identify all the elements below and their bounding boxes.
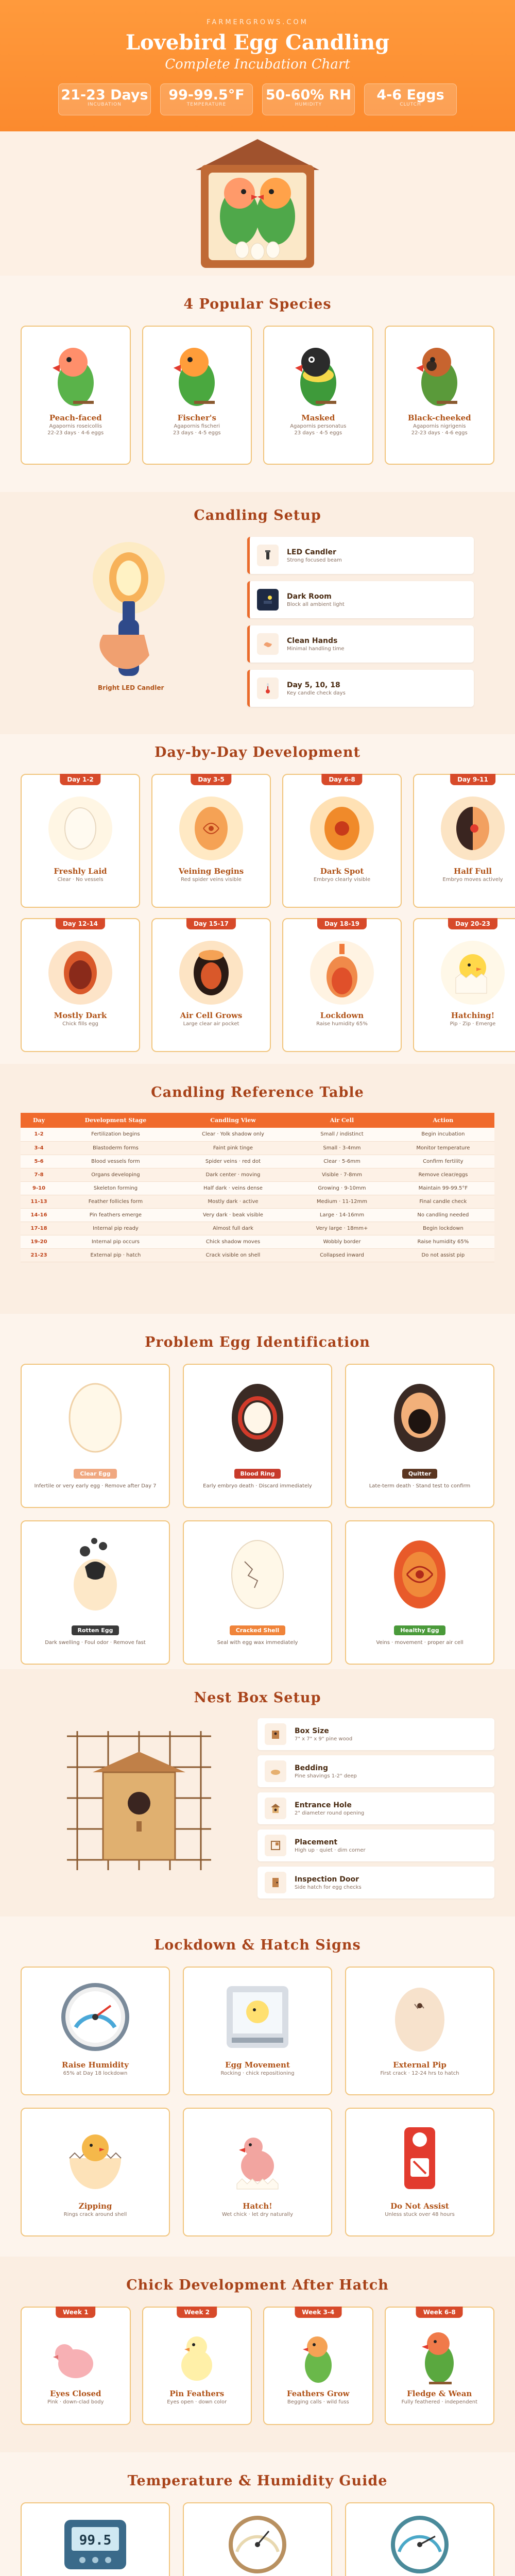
table-cell: Wobbly border <box>292 1235 392 1248</box>
day-card <box>413 918 515 1052</box>
day-sub: Large clear air pocket <box>183 1021 239 1027</box>
day-badge: Day 3-5 <box>191 774 231 785</box>
table-cell: 21-23 <box>21 1248 57 1262</box>
cracked-shell-egg-icon <box>216 1531 299 1618</box>
day-section <box>0 734 515 1064</box>
chick-sub: Fully feathered · independent <box>401 2399 478 2405</box>
table-cell: 1-2 <box>21 1128 57 1141</box>
stat-label: INCUBATION <box>88 102 122 107</box>
table-cell: 14-16 <box>21 1208 57 1222</box>
table-cell: 7-8 <box>21 1168 57 1181</box>
day-sub: Chick fills egg <box>62 1021 98 1027</box>
column-header: Development Stage <box>57 1113 174 1128</box>
table-cell: Clear · 5-6mm <box>292 1155 392 1168</box>
column-header: Day <box>21 1113 57 1128</box>
stat-value: 21-23 Days <box>61 87 148 103</box>
stat-temperature <box>160 83 253 115</box>
table-cell: Maintain 99-99.5°F <box>392 1181 494 1195</box>
problem-badge: Blood Ring <box>234 1469 281 1479</box>
day-sub: Red spider veins visible <box>181 877 242 883</box>
hatch-card-movement <box>183 1967 332 2095</box>
nest-section <box>0 1669 515 1917</box>
nest-title: Box Size <box>295 1726 329 1735</box>
problem-card-clear <box>21 1364 170 1508</box>
table-cell: Visible · 7-8mm <box>292 1168 392 1181</box>
species-sci: Agapornis personatus <box>290 423 347 429</box>
nest-title: Entrance Hole <box>295 1801 352 1809</box>
page-title: Lovebird Egg Candling <box>125 30 390 55</box>
door-icon <box>265 1872 286 1893</box>
table-cell: 3-4 <box>21 1141 57 1155</box>
day-card <box>21 774 140 908</box>
nest-item-box-size <box>258 1718 494 1750</box>
setup-item-dark-room <box>247 581 474 618</box>
juvenile-lovebird-icon <box>282 2325 354 2387</box>
mostly-dark-egg-icon <box>42 937 119 1009</box>
week-badge: Week 1 <box>56 2307 96 2318</box>
table-cell: Dark center · moving <box>174 1168 292 1181</box>
day-badge: Day 9-11 <box>450 774 495 785</box>
chick-card <box>385 2307 495 2425</box>
table-cell: Growing · 9-10mm <box>292 1181 392 1195</box>
table-cell: Half dark · veins dense <box>174 1181 292 1195</box>
chick-sub: Pink · down-clad body <box>47 2399 104 2405</box>
hatch-title: Zipping <box>78 2201 112 2211</box>
nest-box-lovebirds-illustration <box>185 134 330 273</box>
table-row <box>21 1141 494 1155</box>
temp-section <box>0 2452 515 2576</box>
nest-sub: Pine shavings 1-2" deep <box>295 1773 357 1779</box>
stat-row <box>0 83 515 115</box>
table-row <box>21 1195 494 1208</box>
chick-section <box>0 2257 515 2452</box>
table-body <box>21 1128 494 1262</box>
table-row <box>21 1235 494 1248</box>
candler-illustration <box>21 537 247 707</box>
thermometer-display: 99.5 <box>79 2533 112 2548</box>
table-cell: Organs developing <box>57 1168 174 1181</box>
nest-sub: 7" x 7" x 9" pine wood <box>295 1736 353 1742</box>
day-badge: Day 6-8 <box>321 774 362 785</box>
day-sub: Pip · Zip · Emerge <box>450 1021 496 1027</box>
hatch-section <box>0 1917 515 2257</box>
column-header: Air Cell <box>292 1113 392 1128</box>
stat-label: CLUTCH <box>400 102 421 107</box>
day-card <box>21 918 140 1052</box>
hygrometer-icon <box>54 1976 136 2058</box>
table-cell: Faint pink tinge <box>174 1141 292 1155</box>
birdhouse-icon <box>265 1798 286 1819</box>
table-cell: Very large · 18mm+ <box>292 1222 392 1235</box>
setup-content <box>21 537 494 707</box>
species-meta: 22-23 days · 4-6 eggs <box>47 430 104 436</box>
species-section <box>0 276 515 492</box>
setup-item-led <box>247 537 474 574</box>
stat-label: HUMIDITY <box>295 102 322 107</box>
setup-list <box>247 537 474 707</box>
species-list <box>21 326 494 465</box>
stat-label: TEMPERATURE <box>186 102 227 107</box>
table-cell: Almost full dark <box>174 1222 292 1235</box>
day-title: Freshly Laid <box>54 867 107 876</box>
table-cell: Monitor temperature <box>392 1141 494 1155</box>
section-title: Temperature & Humidity Guide <box>127 2473 388 2489</box>
stat-value: 99-99.5°F <box>168 87 245 103</box>
problem-badge: Rotten Egg <box>72 1625 119 1635</box>
table-row <box>21 1128 494 1141</box>
newborn-chick-icon <box>40 2325 112 2387</box>
table-cell: Blood vessels form <box>57 1155 174 1168</box>
hatch-card-zipping <box>21 2108 170 2236</box>
page-subtitle: Complete Incubation Chart <box>165 57 350 72</box>
peach-faced-lovebird-icon <box>37 334 114 411</box>
stat-incubation <box>58 83 151 115</box>
stat-value: 4-6 Eggs <box>376 87 444 103</box>
section-title: 4 Popular Species <box>183 296 332 312</box>
section-title: Chick Development After Hatch <box>126 2277 389 2293</box>
nest-title: Bedding <box>295 1764 328 1772</box>
air-cell-egg-icon <box>173 937 250 1009</box>
species-sci: Agapornis roseicollis <box>49 423 102 429</box>
problem-badge: Clear Egg <box>74 1469 116 1479</box>
table-cell: 11-13 <box>21 1195 57 1208</box>
page-header <box>0 0 515 131</box>
column-header: Candling View <box>174 1113 292 1128</box>
table-cell: Small · 3-4mm <box>292 1141 392 1155</box>
problem-card-quitter <box>345 1364 494 1508</box>
day-card <box>413 774 515 908</box>
hatching-chick-icon <box>434 937 511 1009</box>
table-cell: Pin feathers emerge <box>57 1208 174 1222</box>
species-sci: Agapornis nigrigenis <box>413 423 466 429</box>
day-card <box>151 918 271 1052</box>
setup-sub: Key candle check days <box>287 690 346 696</box>
stat-clutch <box>364 83 457 115</box>
species-name: Black-cheeked <box>407 413 471 422</box>
problem-badge: Cracked Shell <box>230 1625 285 1635</box>
chick-title: Feathers Grow <box>286 2389 350 2398</box>
table-cell: Feather follicles form <box>57 1195 174 1208</box>
table-cell: 9-10 <box>21 1181 57 1195</box>
problem-grid <box>21 1364 494 1665</box>
section-title: Day-by-Day Development <box>154 744 361 760</box>
hatch-card-external-pip <box>345 1967 494 2095</box>
shavings-icon <box>265 1760 286 1782</box>
flashlight-icon <box>257 545 279 566</box>
reference-table <box>21 1113 494 1262</box>
table-cell: Chick shadow moves <box>174 1235 292 1248</box>
day-sub: Raise humidity 65% <box>316 1021 368 1027</box>
healthy-egg-icon <box>379 1531 461 1618</box>
humidity-gauge-icon <box>384 2514 456 2575</box>
fluffy-chick-icon <box>161 2325 233 2387</box>
nest-item-placement <box>258 1829 494 1861</box>
temp-card-humidity <box>183 2502 332 2576</box>
table-cell: 5-6 <box>21 1155 57 1168</box>
table-row <box>21 1155 494 1168</box>
table-cell: Raise humidity 65% <box>392 1235 494 1248</box>
hatch-sub: Rings crack around shell <box>63 2212 127 2217</box>
day-badge: Day 12-14 <box>56 918 105 929</box>
table-cell: Fertilization begins <box>57 1128 174 1141</box>
species-card-black-cheeked <box>385 326 495 465</box>
temp-card-lockdown-humidity <box>345 2502 494 2576</box>
week-badge: Week 2 <box>177 2307 217 2318</box>
problem-card-cracked <box>183 1520 332 1665</box>
chick-list <box>21 2307 494 2425</box>
hero-illustration <box>0 131 515 276</box>
do-not-disturb-sign-icon <box>379 2117 461 2199</box>
table-row <box>21 1168 494 1181</box>
hatch-card-humidity <box>21 1967 170 2095</box>
table-cell: Mostly dark · active <box>174 1195 292 1208</box>
table-row <box>21 1208 494 1222</box>
problem-section <box>0 1314 515 1669</box>
nest-sub: Side hatch for egg checks <box>295 1884 362 1890</box>
problem-sub: Early embryo death · Discard immediately <box>203 1483 312 1489</box>
temp-list <box>21 2502 494 2576</box>
problem-sub: Dark swelling · Foul odor · Remove fast <box>45 1640 146 1646</box>
half-full-egg-icon <box>434 792 511 865</box>
table-cell: Confirm fertility <box>392 1155 494 1168</box>
section-title: Candling Reference Table <box>151 1084 364 1100</box>
incubator-chick-icon <box>216 1976 299 2058</box>
table-cell: Begin incubation <box>392 1128 494 1141</box>
stat-value: 50-60% RH <box>265 87 352 103</box>
table-header-row <box>21 1113 494 1128</box>
setup-item-clean-hands <box>247 625 474 663</box>
hatch-sub: First crack · 12-24 hrs to hatch <box>380 2071 459 2076</box>
problem-sub: Late-term death · Stand test to confirm <box>369 1483 471 1489</box>
day-card <box>282 774 402 908</box>
nest-item-inspection <box>258 1867 494 1899</box>
species-meta: 23 days · 4-5 eggs <box>173 430 221 436</box>
masked-lovebird-icon <box>280 334 357 411</box>
stat-humidity <box>262 83 355 115</box>
table-cell: Large · 14-16mm <box>292 1208 392 1222</box>
temp-card-temperature <box>21 2502 170 2576</box>
species-sci: Agapornis fischeri <box>174 423 220 429</box>
nest-title: Inspection Door <box>295 1875 359 1884</box>
day-title: Air Cell Grows <box>180 1011 243 1020</box>
thermometer-icon <box>257 677 279 699</box>
hatch-title: Raise Humidity <box>62 2060 129 2070</box>
dark-room-icon <box>257 589 279 611</box>
section-title: Nest Box Setup <box>194 1690 321 1706</box>
hatch-card-do-not-assist <box>345 2108 494 2236</box>
hatch-sub: Unless stuck over 48 hours <box>385 2212 455 2217</box>
chick-title: Pin Feathers <box>169 2389 225 2398</box>
hatch-grid <box>21 1967 494 2236</box>
nest-sub: High up · quiet · dim corner <box>295 1847 366 1853</box>
problem-card-healthy <box>345 1520 494 1665</box>
quitter-egg-icon <box>379 1374 461 1462</box>
hatch-title: Do Not Assist <box>390 2201 449 2211</box>
setup-title: Day 5, 10, 18 <box>287 681 340 689</box>
hands-icon <box>257 633 279 655</box>
zipping-egg-icon <box>54 2117 136 2199</box>
day-badge: Day 15-17 <box>186 918 236 929</box>
day-title: Hatching! <box>451 1011 495 1020</box>
day-sub: Embryo moves actively <box>442 877 503 883</box>
hatch-sub: Rocking · chick repositioning <box>220 2071 295 2076</box>
nest-list <box>258 1718 494 1899</box>
site-name: FARMERGROWS.COM <box>207 19 308 26</box>
chick-title: Fledge & Wean <box>407 2389 472 2398</box>
week-badge: Week 6-8 <box>416 2307 463 2318</box>
black-cheeked-lovebird-icon <box>401 334 478 411</box>
chick-sub: Begging calls · wild fuss <box>287 2399 349 2405</box>
table-cell: 17-18 <box>21 1222 57 1235</box>
table-row <box>21 1222 494 1235</box>
table-cell: Blastoderm forms <box>57 1141 174 1155</box>
placement-icon <box>265 1835 286 1856</box>
species-meta: 23 days · 4-5 eggs <box>294 430 342 436</box>
species-meta: 22-23 days · 4-6 eggs <box>411 430 468 436</box>
chick-sub: Eyes open · down color <box>167 2399 227 2405</box>
veining-egg-icon <box>173 792 250 865</box>
nest-box-illustration <box>21 1718 258 1888</box>
species-name: Masked <box>301 413 335 422</box>
lockdown-egg-icon <box>303 937 381 1009</box>
setup-title: Dark Room <box>287 592 332 601</box>
section-title: Lockdown & Hatch Signs <box>154 1937 361 1953</box>
hatch-sub: Wet chick · let dry naturally <box>221 2212 294 2217</box>
table-cell: Medium · 11-12mm <box>292 1195 392 1208</box>
species-name: Fischer's <box>177 413 216 422</box>
problem-badge: Quitter <box>402 1469 437 1479</box>
column-header: Action <box>392 1113 494 1128</box>
nest-content <box>21 1718 494 1899</box>
clear-egg-icon <box>54 1374 136 1462</box>
hygrometer-gauge-icon <box>221 2514 294 2575</box>
section-title: Candling Setup <box>194 507 321 523</box>
nest-box-icon <box>57 1726 221 1880</box>
table-cell: Small / indistinct <box>292 1128 392 1141</box>
setup-title: LED Candler <box>287 548 336 556</box>
setup-section <box>0 492 515 734</box>
setup-sub: Minimal handling time <box>287 646 345 652</box>
table-cell: Skeleton forming <box>57 1181 174 1195</box>
rotten-egg-icon <box>54 1531 136 1618</box>
clear-egg-icon <box>42 792 119 865</box>
chick-card <box>21 2307 131 2425</box>
table-cell: Crack visible on shell <box>174 1248 292 1262</box>
digital-thermometer-icon <box>59 2514 131 2575</box>
table-cell: 19-20 <box>21 1235 57 1248</box>
table-cell: Begin lockdown <box>392 1222 494 1235</box>
hatch-title: Hatch! <box>243 2201 272 2211</box>
table-row <box>21 1181 494 1195</box>
problem-sub: Veins · movement · proper air cell <box>376 1640 464 1646</box>
dark-spot-egg-icon <box>303 792 381 865</box>
hatch-card-hatch <box>183 2108 332 2236</box>
problem-badge: Healthy Egg <box>394 1625 445 1635</box>
species-card-masked <box>263 326 373 465</box>
problem-card-rotten <box>21 1520 170 1665</box>
box-icon <box>265 1723 286 1745</box>
table-cell: Clear · Yolk shadow only <box>174 1128 292 1141</box>
table-row <box>21 1248 494 1262</box>
day-sub: Embryo clearly visible <box>313 877 371 883</box>
table-section <box>0 1064 515 1314</box>
table-cell: Remove clear/eggs <box>392 1168 494 1181</box>
table-cell: Internal pip occurs <box>57 1235 174 1248</box>
day-title: Lockdown <box>320 1011 364 1020</box>
nest-sub: 2" diameter round opening <box>295 1810 365 1816</box>
day-card <box>282 918 402 1052</box>
table-cell: Internal pip ready <box>57 1222 174 1235</box>
hatch-title: Egg Movement <box>225 2060 290 2070</box>
nest-item-bedding <box>258 1755 494 1787</box>
problem-sub: Infertile or very early egg · Remove after Day 7 <box>34 1483 157 1489</box>
table-cell: Do not assist pip <box>392 1248 494 1262</box>
day-badge: Day 20-23 <box>448 918 497 929</box>
chick-title: Eyes Closed <box>50 2389 101 2398</box>
problem-sub: Seal with egg wax immediately <box>217 1640 298 1646</box>
day-title: Veining Begins <box>178 867 244 876</box>
day-badge: Day 18-19 <box>317 918 367 929</box>
chick-card <box>142 2307 252 2425</box>
nest-item-entrance <box>258 1792 494 1824</box>
blood-ring-egg-icon <box>216 1374 299 1462</box>
section-title: Problem Egg Identification <box>145 1334 370 1350</box>
hatch-title: External Pip <box>393 2060 447 2070</box>
pipped-egg-icon <box>379 1976 461 2058</box>
day-title: Half Full <box>454 867 492 876</box>
day-title: Dark Spot <box>320 867 364 876</box>
species-name: Peach-faced <box>49 413 102 422</box>
setup-item-days <box>247 670 474 707</box>
hatch-sub: 65% at Day 18 lockdown <box>63 2071 128 2076</box>
hand-candler-icon <box>52 537 206 691</box>
species-card-peach-faced <box>21 326 131 465</box>
species-card-fischers <box>142 326 252 465</box>
day-sub: Clear · No vessels <box>57 877 104 883</box>
day-badge: Day 1-2 <box>60 774 100 785</box>
setup-sub: Strong focused beam <box>287 557 342 563</box>
nest-title: Placement <box>295 1838 338 1846</box>
setup-title: Clean Hands <box>287 636 338 645</box>
day-title: Mostly Dark <box>54 1011 107 1020</box>
table-cell: Very dark · beak visible <box>174 1208 292 1222</box>
wet-chick-icon <box>216 2117 299 2199</box>
day-grid <box>21 774 503 1052</box>
week-badge: Week 3-4 <box>295 2307 341 2318</box>
adult-lovebird-icon <box>403 2325 475 2387</box>
day-card <box>151 774 271 908</box>
table-cell: No candling needed <box>392 1208 494 1222</box>
fischers-lovebird-icon <box>158 334 235 411</box>
table-cell: Collapsed inward <box>292 1248 392 1262</box>
candler-caption: Bright LED Candler <box>98 684 164 691</box>
problem-card-blood-ring <box>183 1364 332 1508</box>
setup-sub: Block all ambient light <box>287 601 345 607</box>
table-cell: Spider veins · red dot <box>174 1155 292 1168</box>
chick-card <box>263 2307 373 2425</box>
table-cell: Final candle check <box>392 1195 494 1208</box>
table-cell: External pip · hatch <box>57 1248 174 1262</box>
